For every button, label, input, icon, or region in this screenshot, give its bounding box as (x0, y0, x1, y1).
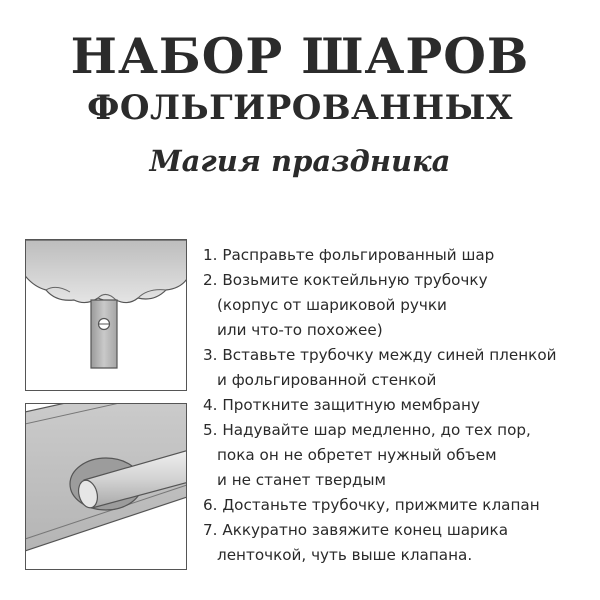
step-3-line-2: и фольгированной стенкой (217, 371, 437, 389)
title-line-2: ФОЛЬГИРОВАННЫХ (87, 88, 513, 128)
instruction-steps (203, 243, 598, 568)
step-7-line-2: ленточкой, чуть выше клапана. (217, 546, 473, 564)
step-5-line-3: и не станет твердым (217, 471, 386, 489)
balloon-valve-illustration (25, 239, 187, 391)
step-5-line-1: 5. Надувайте шар медленно, до тех пор, (203, 421, 531, 439)
straw-valve-icon (26, 404, 186, 569)
balloon-valve-icon (26, 240, 186, 390)
title-line-1: НАБОР ШАРОВ (70, 27, 530, 85)
step-6-line-1: 6. Достаньте трубочку, прижмите клапан (203, 496, 540, 514)
subtitle: Магия праздника (149, 144, 451, 178)
step-2-line-2: (корпус от шариковой ручки (217, 296, 447, 314)
step-2-line-1: 2. Возьмите коктейльную трубочку (203, 271, 488, 289)
step-7-line-1: 7. Аккуратно завяжите конец шарика (203, 521, 509, 539)
step-1-line-1: 1. Расправьте фольгированный шар (203, 246, 495, 264)
step-5-line-2: пока он не обретет нужный объем (217, 446, 497, 464)
step-3-line-1: 3. Вставьте трубочку между синей пленкой (203, 346, 557, 364)
step-4-line-1: 4. Проткните защитную мембрану (203, 396, 480, 414)
straw-insertion-illustration (25, 403, 187, 570)
step-2-line-3: или что-то похожее) (217, 321, 383, 339)
